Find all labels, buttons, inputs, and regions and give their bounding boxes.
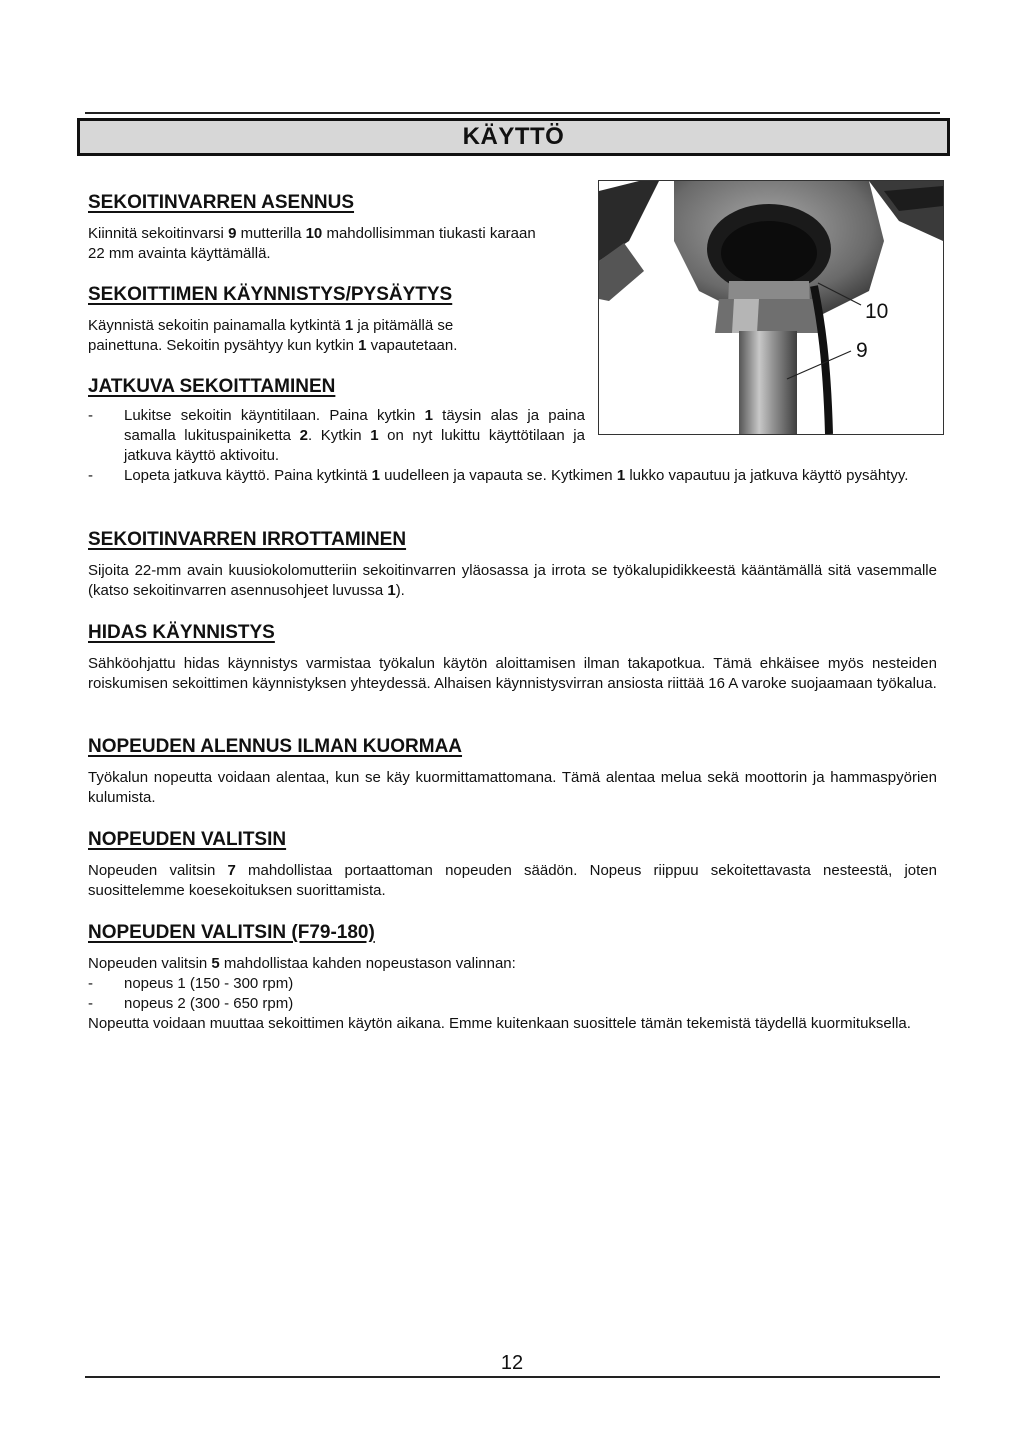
page-number: 12 bbox=[500, 1352, 524, 1374]
heading-nopeuden-valitsin-f79-180: NOPEUDEN VALITSIN (F79-180) bbox=[88, 922, 375, 943]
paragraph-kaynnistys: Käynnistä sekoitin painamalla kytkintä 1 ja pitämällä se painettuna. Sekoitin pysähtyy kun kytkin 1 vapautetaan. bbox=[88, 317, 458, 354]
list-item: - nopeus 1 (150 - 300 rpm) bbox=[88, 975, 294, 992]
heading-sekoitinvarren-asennus: SEKOITINVARREN ASENNUS bbox=[88, 192, 355, 213]
paragraph-hidas-kaynnistys: Sähköohjattu hidas käynnistys varmistaa työkalun käytön aloittamisen ilman takapotkua. Tämä ehkäisee myös nesteiden roiskumisen sekoittimen käynnistyksen yhteydessä. Alhaisen käynnistysvirran ansiosta riittää 16 A varoke suojaamaan työkalua. bbox=[88, 655, 937, 692]
heading-hidas-kaynnistys: HIDAS KÄYNNISTYS bbox=[88, 622, 275, 643]
page-title-box bbox=[77, 118, 950, 156]
mixer-arm-illustration bbox=[599, 181, 943, 434]
heading-irrottaminen: SEKOITINVARREN IRROTTAMINEN bbox=[88, 529, 407, 550]
page-title: KÄYTTÖ bbox=[462, 123, 565, 150]
label-10: 10 bbox=[865, 300, 889, 323]
paragraph-irrottaminen: Sijoita 22-mm avain kuusiokolomutteriin sekoitinvarren yläosassa ja irrota se työkalupidikkeestä kääntämällä sitä vasemmalle (katso sekoitinvarren asennusohjeet luvussa 1). bbox=[88, 562, 937, 599]
top-rule bbox=[85, 112, 940, 114]
paragraph-valitsin-intro: Nopeuden valitsin 5 mahdollistaa kahden nopeustason valinnan: bbox=[88, 955, 516, 972]
paragraph-nopeuden-alennus: Työkalun nopeutta voidaan alentaa, kun se käy kuormittamattomana. Tämä alentaa melua sekä moottorin ja hammaspyörien kulumista. bbox=[88, 769, 937, 806]
list-item: - nopeus 2 (300 - 650 rpm) bbox=[88, 995, 294, 1012]
heading-kaynnistys-pysaytys: SEKOITTIMEN KÄYNNISTYS/PYSÄYTYS bbox=[88, 284, 453, 305]
paragraph-valitsin-outro: Nopeutta voidaan muuttaa sekoittimen käytön aikana. Emme kuitenkaan suosittele tämän tekemistä täydellä kuormituksella. bbox=[88, 1015, 911, 1032]
paragraph-asennus: Kiinnitä sekoitinvarsi 9 mutterilla 10 mahdollisimman tiukasti karaan 22 mm avainta käyttämällä. bbox=[88, 225, 536, 262]
label-9: 9 bbox=[856, 339, 868, 362]
paragraph-nopeuden-valitsin: Nopeuden valitsin 7 mahdollistaa portaattoman nopeuden säädön. Nopeus riippuu sekoitettavasta nesteestä, joten suosittelemme koesekoituksen suorittamista. bbox=[88, 862, 937, 899]
mixer-arm-photo bbox=[598, 180, 944, 435]
heading-jatkuva-sekoittaminen: JATKUVA SEKOITTAMINEN bbox=[88, 376, 336, 397]
heading-nopeuden-alennus: NOPEUDEN ALENNUS ILMAN KUORMAA bbox=[88, 736, 463, 757]
heading-nopeuden-valitsin: NOPEUDEN VALITSIN bbox=[88, 829, 287, 850]
bottom-rule bbox=[85, 1376, 940, 1378]
